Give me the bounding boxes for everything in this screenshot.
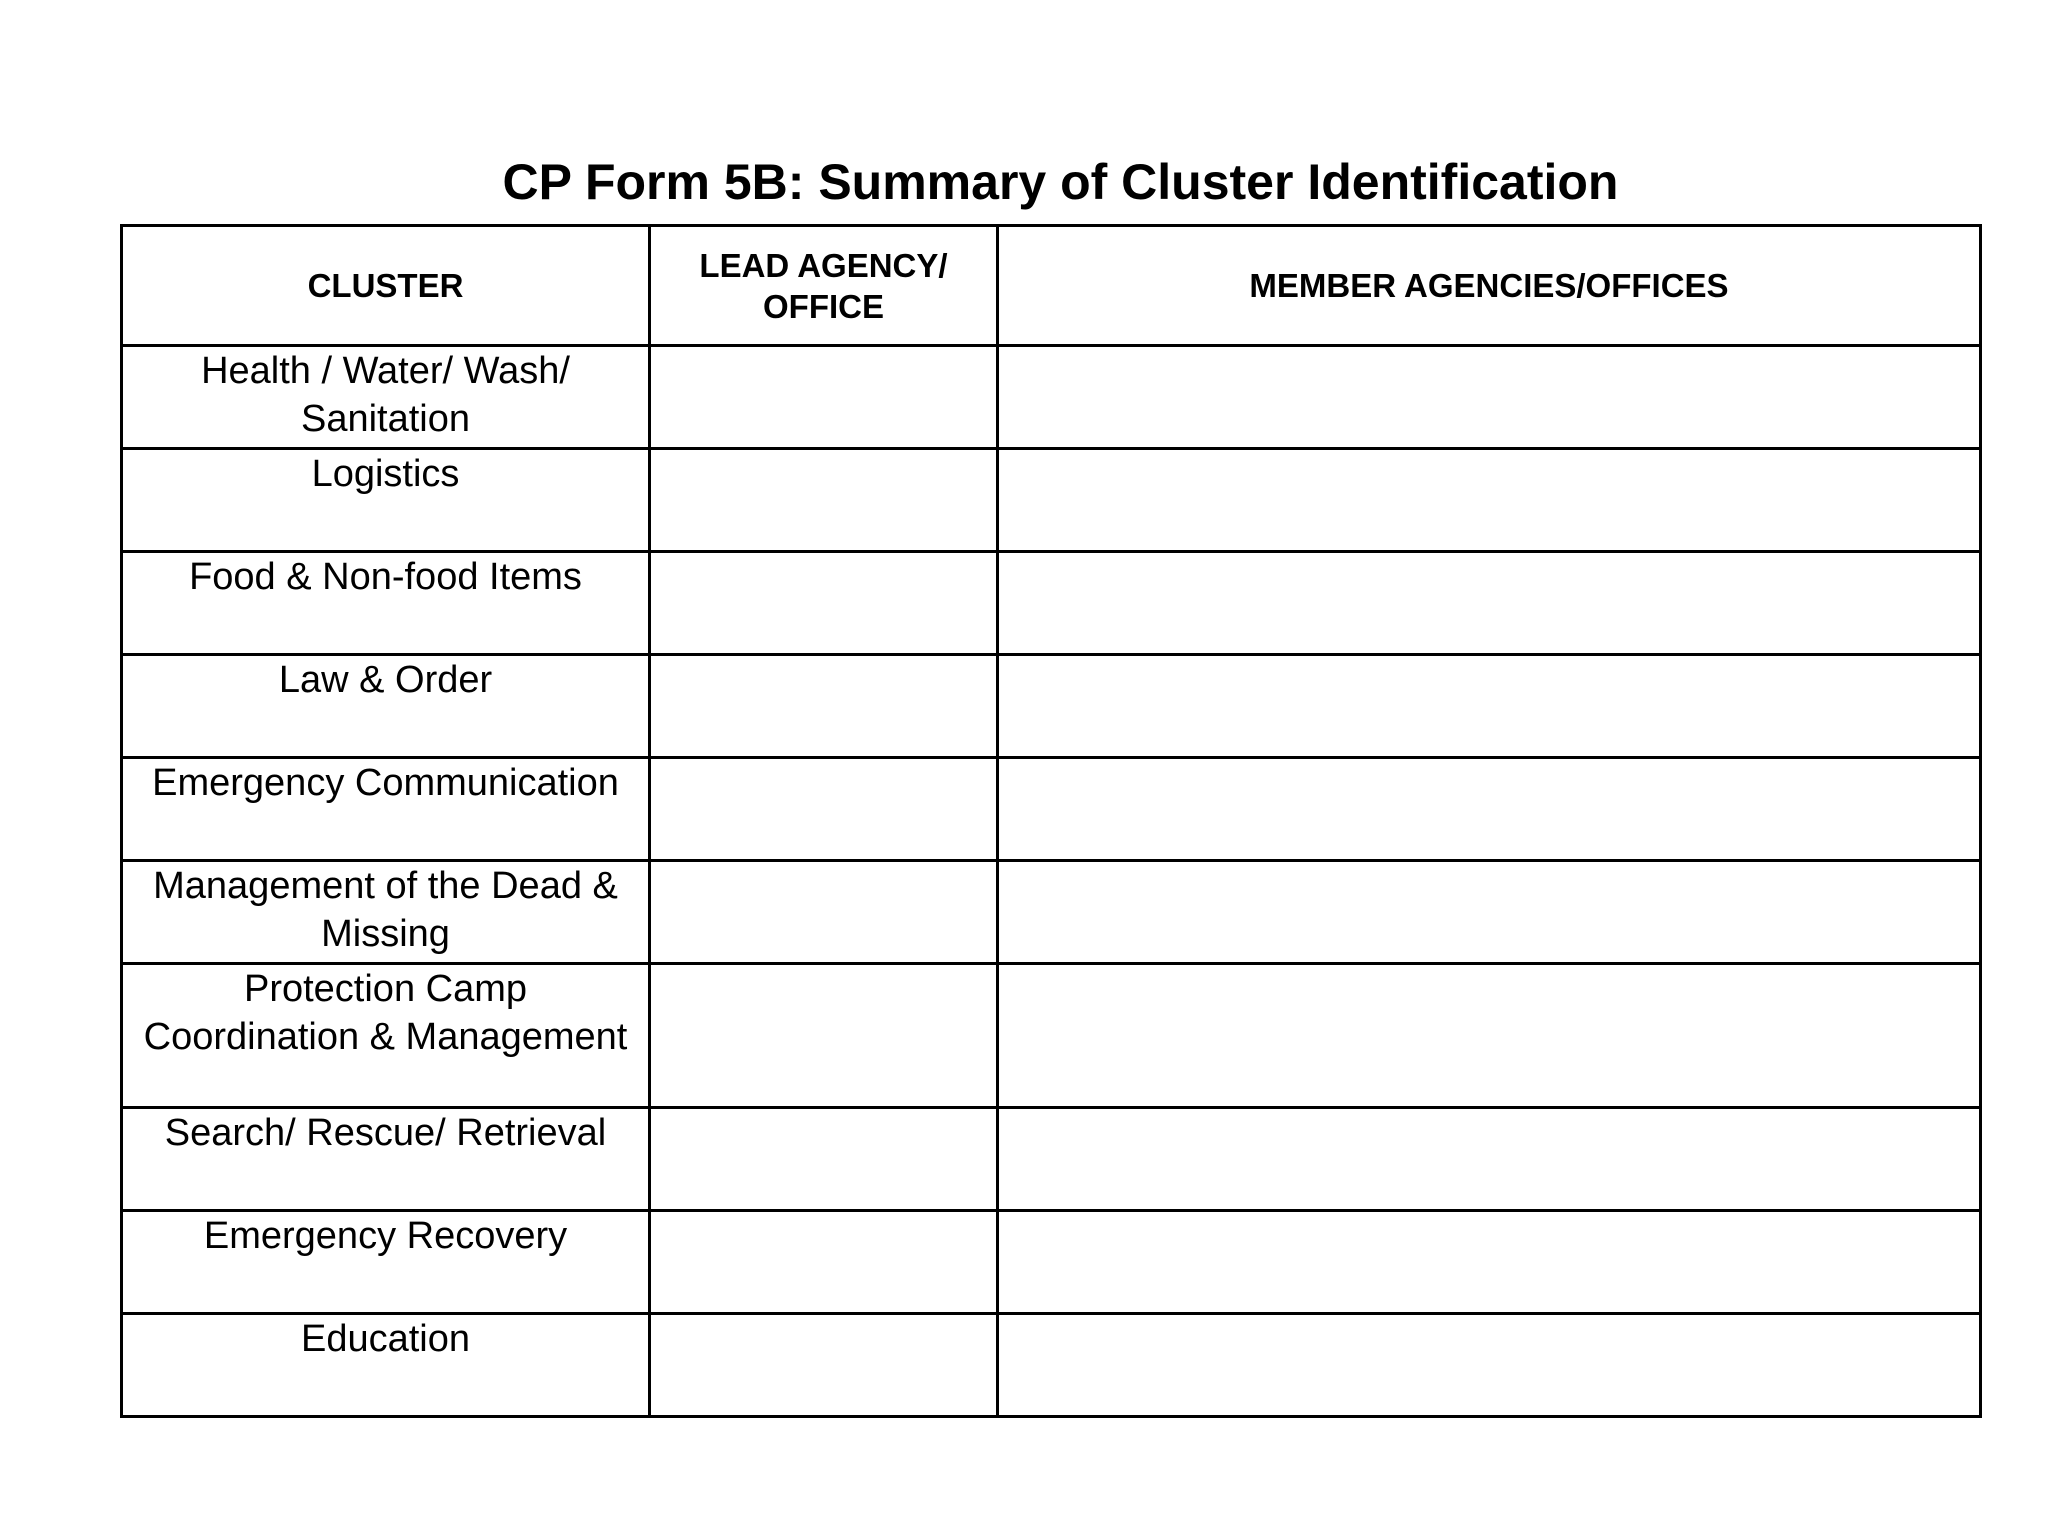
header-member-agencies [998, 226, 1981, 346]
member-agencies-cell[interactable] [998, 1314, 1981, 1417]
cluster-name: Logistics [311, 453, 460, 495]
lead-agency-cell[interactable] [650, 1211, 998, 1314]
table-row [122, 964, 1981, 1108]
cluster-identification-table [120, 224, 1982, 1418]
member-agencies-cell[interactable] [998, 346, 1981, 449]
header-lead-agency-label: LEAD AGENCY/ OFFICE [699, 246, 948, 325]
cluster-name: Search/ Rescue/ Retrieval [164, 1112, 607, 1154]
member-agencies-cell[interactable] [998, 552, 1981, 655]
cluster-cell [122, 964, 650, 1108]
member-agencies-cell[interactable] [998, 964, 1981, 1108]
member-agencies-cell[interactable] [998, 758, 1981, 861]
table-row [122, 1314, 1981, 1417]
cluster-name: Health / Water/ Wash/ Sanitation [201, 350, 570, 440]
lead-agency-cell[interactable] [650, 449, 998, 552]
table-row [122, 449, 1981, 552]
member-agencies-cell[interactable] [998, 1108, 1981, 1211]
member-agencies-cell[interactable] [998, 861, 1981, 964]
table-row [122, 346, 1981, 449]
cluster-cell [122, 1314, 650, 1417]
cluster-name: Emergency Communication [152, 762, 619, 804]
table-row [122, 758, 1981, 861]
cluster-cell [122, 758, 650, 861]
cluster-cell [122, 1211, 650, 1314]
cluster-name: Protection Camp Coordination & Management [143, 968, 628, 1058]
lead-agency-cell[interactable] [650, 964, 998, 1108]
cluster-cell [122, 655, 650, 758]
cluster-cell [122, 861, 650, 964]
member-agencies-cell[interactable] [998, 655, 1981, 758]
table-row [122, 1108, 1981, 1211]
cluster-name: Management of the Dead & Missing [153, 865, 618, 955]
cluster-name: Education [300, 1318, 470, 1360]
table-row [122, 552, 1981, 655]
lead-agency-cell[interactable] [650, 758, 998, 861]
member-agencies-cell[interactable] [998, 449, 1981, 552]
lead-agency-cell[interactable] [650, 861, 998, 964]
table-header-row [122, 226, 1981, 346]
header-member-agencies-label: MEMBER AGENCIES/OFFICES [1249, 267, 1729, 304]
member-agencies-cell[interactable] [998, 1211, 1981, 1314]
lead-agency-cell[interactable] [650, 1314, 998, 1417]
cluster-cell [122, 1108, 650, 1211]
table-row [122, 655, 1981, 758]
cluster-cell [122, 346, 650, 449]
header-cluster [122, 226, 650, 346]
lead-agency-cell[interactable] [650, 1108, 998, 1211]
header-lead-agency [650, 226, 998, 346]
cluster-name: Food & Non-food Items [189, 556, 582, 598]
header-cluster-label: CLUSTER [307, 267, 464, 304]
cluster-name: Law & Order [278, 659, 493, 701]
cluster-cell [122, 449, 650, 552]
cluster-name: Emergency Recovery [203, 1215, 568, 1257]
lead-agency-cell[interactable] [650, 552, 998, 655]
table-row [122, 861, 1981, 964]
form-title: CP Form 5B: Summary of Cluster Identification [502, 154, 1619, 210]
table-row [122, 1211, 1981, 1314]
lead-agency-cell[interactable] [650, 346, 998, 449]
lead-agency-cell[interactable] [650, 655, 998, 758]
cluster-cell [122, 552, 650, 655]
